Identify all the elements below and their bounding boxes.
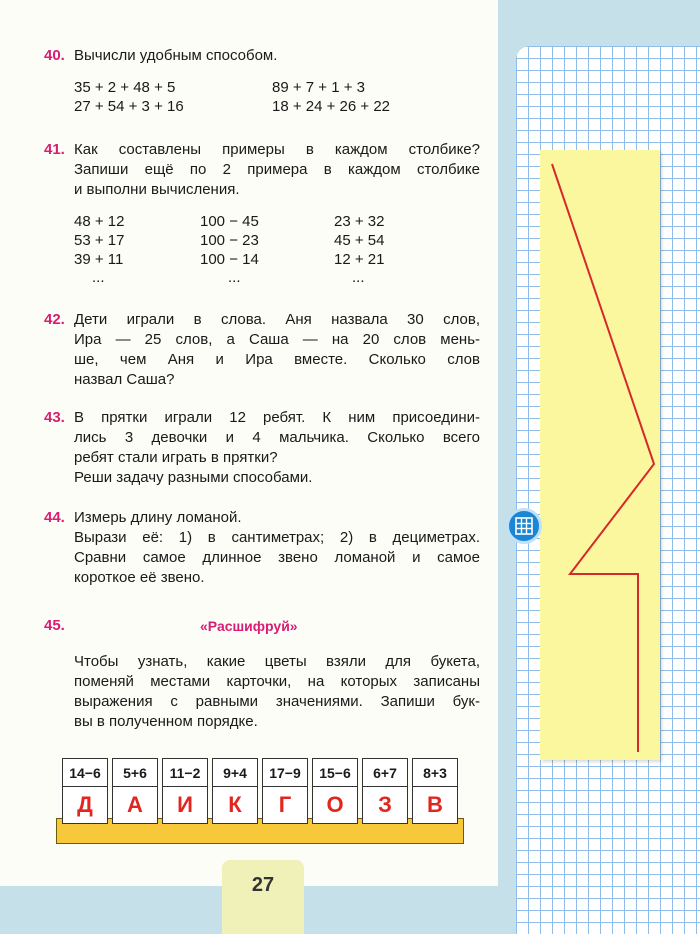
task-text-line: Вырази её: 1) в сантиметрах; 2) в дециметрах. (74, 529, 480, 546)
ellipsis: ... (92, 269, 105, 286)
letter-card[interactable] (312, 758, 358, 824)
task-number (44, 508, 74, 528)
task-number (44, 408, 74, 428)
task-number: 40. (44, 47, 65, 64)
task-text-line: Ира — 25 слов, а Саша — на 20 слов мень- (74, 331, 480, 348)
expression: 27 + 54 + 3 + 16 (74, 98, 184, 115)
letter-card[interactable] (262, 758, 308, 824)
page-number: 27 (251, 874, 275, 896)
expression: 23 + 32 (334, 213, 385, 230)
letter-card[interactable] (412, 758, 458, 824)
card-expression: 11−2 (163, 759, 207, 787)
task-text-line: короткое её звено. (74, 569, 205, 586)
page-number-tab (222, 860, 304, 934)
task-42-number: 42. (44, 311, 65, 328)
card-expression: 5+6 (113, 759, 157, 787)
task-text-line: вы в полученном порядке. (74, 713, 258, 730)
task-text-line: поменяй местами карточки, на которых записаны (74, 673, 480, 690)
expression: 18 + 24 + 26 + 22 (272, 98, 391, 115)
expression: 100 − 23 (200, 232, 259, 249)
task-text-line: лись 3 девочки и 4 мальчика. Сколько всего (74, 429, 480, 446)
task-text-line: Измерь длину ломаной. (74, 509, 242, 526)
letter-card[interactable] (62, 758, 108, 824)
task-text-line: и выполни вычисления. (74, 181, 240, 198)
letter-card[interactable] (362, 758, 408, 824)
task-text-line: Как составлены примеры в каждом столбике? (74, 141, 480, 158)
task-text-line: Чтобы узнать, какие цветы взяли для букета, (74, 653, 480, 670)
card-expression: 9+4 (213, 759, 257, 787)
task-41-number: 41. (44, 141, 65, 158)
task-45-title: «Расшифруй» (200, 618, 298, 634)
expression: 39 + 11 (74, 251, 124, 268)
expression: 89 + 7 + 1 + 3 (272, 79, 365, 96)
task-text-line: ше, чем Аня и Ира вместе. Сколько слов (74, 351, 480, 368)
expression: 35 + 2 + 48 + 5 (74, 79, 176, 96)
task-44-number: 44. (44, 509, 65, 526)
expression: 100 − 14 (200, 251, 259, 268)
card-letter: К (228, 792, 242, 817)
task-number (44, 140, 74, 160)
task-text-line: назвал Саша? (74, 371, 175, 388)
ellipsis: ... (228, 269, 241, 286)
card-letter: В (427, 792, 443, 817)
task-text-line: выражения с равными значениями. Запиши бук- (74, 693, 480, 710)
letter-card[interactable] (162, 758, 208, 824)
letter-card[interactable] (112, 758, 158, 824)
task-number (44, 310, 74, 330)
card-expression: 15−6 (313, 759, 357, 787)
expression: 48 + 12 (74, 213, 125, 230)
task-text-line: Реши задачу разными способами. (74, 469, 313, 486)
card-expression: 14−6 (63, 759, 107, 787)
card-letter: З (378, 792, 392, 817)
letter-card[interactable] (212, 758, 258, 824)
card-letter: А (127, 792, 143, 817)
card-expression: 17−9 (263, 759, 307, 787)
task-45-number: 45. (44, 617, 65, 634)
card-letter: Г (278, 792, 292, 817)
card-letter: О (326, 792, 344, 817)
card-expression: 8+3 (413, 759, 457, 787)
card-letter: Д (77, 792, 93, 817)
task-40-heading (44, 46, 277, 66)
grid-icon (506, 508, 542, 544)
ellipsis: ... (352, 269, 365, 286)
task-text-line: ребят стали играть в прятки? (74, 449, 278, 466)
task-43-number: 43. (44, 409, 65, 426)
task-number (44, 616, 74, 636)
task-text-line: В прятки играли 12 ребят. К ним присоедини- (74, 409, 480, 426)
expression: 12 + 21 (334, 251, 385, 268)
task-text-line: Запиши ещё по 2 примера в каждом столбике (74, 161, 480, 178)
expression: 45 + 54 (334, 232, 385, 249)
card-expression: 6+7 (363, 759, 407, 787)
expression: 100 − 45 (200, 213, 259, 230)
card-letter: И (177, 792, 193, 817)
task-text-line: Сравни самое длинное звено ломаной и самое (74, 549, 480, 566)
task-title: Вычисли удобным способом. (74, 47, 278, 64)
task-text-line: Дети играли в слова. Аня назвала 30 слов, (74, 311, 480, 328)
expression: 53 + 17 (74, 232, 125, 249)
